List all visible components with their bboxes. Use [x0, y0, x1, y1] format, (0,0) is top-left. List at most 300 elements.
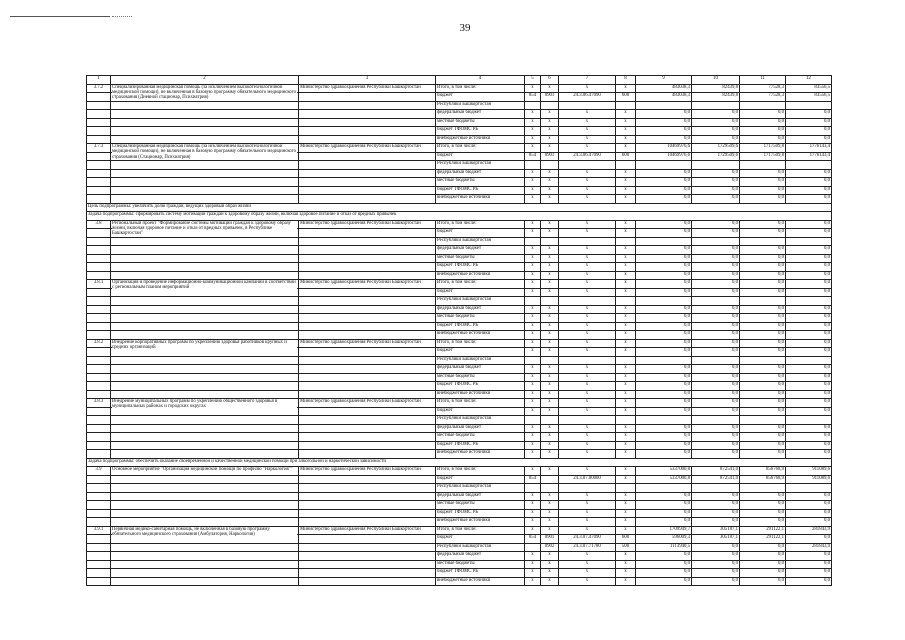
section-code-cell: x [541, 433, 559, 442]
funding-source-cell: местные бюджеты [436, 178, 525, 187]
gr-code-cell: 5 [525, 76, 541, 85]
executor-cell [299, 492, 436, 501]
executor-cell [299, 178, 436, 187]
total-value-cell [636, 161, 692, 170]
section-code-cell: 6 [541, 76, 559, 85]
expense-type-cell: x [616, 373, 636, 382]
target-code-cell: x [559, 382, 616, 391]
item-title-cell [111, 263, 299, 272]
target-code-cell: x [559, 186, 616, 195]
target-code-cell [559, 416, 616, 425]
expense-type-cell: x [616, 271, 636, 280]
section-code-cell: x [541, 526, 559, 535]
total-value-cell: 0,0 [636, 246, 692, 255]
executor-cell [299, 297, 436, 306]
executor-cell [299, 518, 436, 527]
section-heading: Задача подпрограммы: сформировать систему мотивации граждан к здоровому образу жизни, включая здоровое питание и отказ от вредных привычек [87, 212, 832, 221]
funding-source-cell: Итого, в том числе: [436, 399, 525, 408]
item-title-cell [111, 186, 299, 195]
gr-code-cell: x [525, 280, 541, 289]
table-row [87, 577, 832, 586]
year3-value-cell: 0,0 [786, 552, 832, 561]
item-number-cell [87, 348, 111, 357]
gr-code-cell: x [525, 322, 541, 331]
funding-source-cell: Республики Башкортостан [436, 416, 525, 425]
item-title-cell [111, 322, 299, 331]
year3-value-cell: 0,0 [786, 509, 832, 518]
funding-source-cell: бюджет ТФОМС РБ [436, 322, 525, 331]
item-number-cell [87, 169, 111, 178]
expense-type-cell: x [616, 314, 636, 323]
table-row [87, 467, 832, 476]
year3-value-cell: 911089,6 [786, 467, 832, 476]
year2-value-cell: 0,0 [740, 560, 786, 569]
target-code-cell: x [559, 322, 616, 331]
expense-type-cell: x [616, 560, 636, 569]
funding-source-cell: Республики Башкортостан [436, 237, 525, 246]
total-value-cell: 5337000,8 [636, 467, 692, 476]
gr-code-cell: x [525, 569, 541, 578]
item-title-cell [111, 356, 299, 365]
expense-type-cell [616, 356, 636, 365]
year3-value-cell: 0,0 [786, 348, 832, 357]
gr-code-cell: x [525, 373, 541, 382]
year1-value-cell: 10 [692, 76, 740, 85]
item-number-cell [87, 127, 111, 136]
year3-value-cell [786, 297, 832, 306]
total-value-cell: 0,0 [636, 424, 692, 433]
executor-cell [299, 237, 436, 246]
gr-code-cell: x [525, 399, 541, 408]
total-value-cell: 0,0 [636, 195, 692, 204]
target-code-cell: x [559, 305, 616, 314]
target-code-cell: x [559, 365, 616, 374]
year1-value-cell [692, 161, 740, 170]
header-row [87, 76, 832, 85]
total-value-cell: 9 [636, 76, 692, 85]
funding-source-cell: Итого, в том числе: [436, 220, 525, 229]
year2-value-cell: 0,0 [740, 365, 786, 374]
section-code-cell: x [541, 127, 559, 136]
target-code-cell: x [559, 560, 616, 569]
item-number-cell [87, 271, 111, 280]
gr-code-cell: 854 [525, 475, 541, 484]
item-number-cell [87, 433, 111, 442]
year2-value-cell: 856768,9 [740, 467, 786, 476]
total-value-cell: 0,0 [636, 280, 692, 289]
table-row [87, 263, 832, 272]
expense-type-cell: x [616, 305, 636, 314]
section-code-cell: x [541, 144, 559, 153]
total-value-cell: 1113940,5 [636, 543, 692, 552]
executor-cell [299, 101, 436, 110]
item-title-cell [111, 467, 299, 476]
section-code-cell [541, 161, 559, 170]
expense-type-cell: x [616, 365, 636, 374]
item-number-cell [87, 118, 111, 127]
item-number-cell [87, 246, 111, 255]
expense-type-cell [616, 484, 636, 493]
section-code-cell: x [541, 169, 559, 178]
year3-value-cell: 0,0 [786, 110, 832, 119]
target-code-cell [559, 237, 616, 246]
executor-cell [299, 144, 436, 153]
funding-source-cell: федеральный бюджет [436, 246, 525, 255]
item-number-cell: 3.7.3 [87, 144, 111, 153]
year2-value-cell [740, 356, 786, 365]
item-number-cell [87, 518, 111, 527]
total-value-cell: 0,0 [636, 288, 692, 297]
total-value-cell [636, 101, 692, 110]
funding-source-cell: Итого, в том числе: [436, 144, 525, 153]
funding-source-cell: бюджет ТФОМС РБ [436, 569, 525, 578]
item-number-cell [87, 577, 111, 586]
year3-value-cell: 0,0 [786, 288, 832, 297]
target-code-cell: x [559, 280, 616, 289]
year1-value-cell: 0,0 [692, 399, 740, 408]
gr-code-cell: x [525, 577, 541, 586]
section-code-cell: 0901 [541, 93, 559, 102]
item-title-cell [111, 169, 299, 178]
table-row [87, 509, 832, 518]
year2-value-cell: 0,0 [740, 424, 786, 433]
item-title-text: Внедрение корпоративных программ по укреплению здоровья работников крупных и средних организаций [112, 340, 297, 351]
item-title-cell [111, 314, 299, 323]
item-number-cell [87, 237, 111, 246]
item-title-cell [111, 416, 299, 425]
expense-type-cell: x [616, 246, 636, 255]
total-value-cell: 0,0 [636, 552, 692, 561]
table-row [87, 220, 832, 229]
year1-value-cell: 0,0 [692, 331, 740, 340]
gr-code-cell [525, 161, 541, 170]
funding-source-cell: Итого, в том числе: [436, 467, 525, 476]
year2-value-cell: 0,0 [740, 433, 786, 442]
table-row [87, 365, 832, 374]
gr-code-cell: x [525, 433, 541, 442]
total-value-cell: 0,0 [636, 135, 692, 144]
year1-value-cell: 0,0 [692, 135, 740, 144]
table-row [87, 433, 832, 442]
year3-value-cell: 0,0 [786, 271, 832, 280]
table-row [87, 186, 832, 195]
section-row [87, 203, 832, 212]
section-code-cell: x [541, 288, 559, 297]
year1-value-cell: 82439,8 [692, 84, 740, 93]
item-title-cell [111, 569, 299, 578]
gr-code-cell: x [525, 365, 541, 374]
item-title-text: Организация и проведение информационно-коммуникационной кампании в соответствии с региональным планом мероприятий [112, 280, 296, 291]
item-title-cell [111, 450, 299, 459]
item-number-cell [87, 161, 111, 170]
item-number-cell [87, 110, 111, 119]
year3-value-cell: 0,0 [786, 195, 832, 204]
executor-cell [299, 577, 436, 586]
section-code-cell: x [541, 373, 559, 382]
target-code-cell [559, 101, 616, 110]
item-title-cell [111, 339, 299, 348]
year3-value-cell: 0,0 [786, 305, 832, 314]
executor-cell [299, 76, 436, 85]
table-row [87, 127, 832, 136]
expense-type-cell: x [616, 526, 636, 535]
year3-value-cell: 0,0 [786, 492, 832, 501]
total-value-cell [636, 356, 692, 365]
gr-code-cell: 854 [525, 152, 541, 161]
funding-source-cell: бюджет [436, 93, 525, 102]
executor-cell [299, 407, 436, 416]
section-code-cell: x [541, 407, 559, 416]
year1-value-cell: 0,0 [692, 169, 740, 178]
executor-text: Министерство здравоохранения Республики Башкортостан [300, 399, 434, 404]
item-title-cell [111, 127, 299, 136]
year2-value-cell: 0,0 [740, 373, 786, 382]
executor-text: Министерство здравоохранения Республики Башкортостан [300, 280, 434, 285]
gr-code-cell: x [525, 271, 541, 280]
total-value-cell: 0,0 [636, 433, 692, 442]
section-code-cell: x [541, 467, 559, 476]
total-value-cell: 0,0 [636, 569, 692, 578]
year3-value-cell [786, 484, 832, 493]
year2-value-cell: 0,0 [740, 314, 786, 323]
section-code-cell: 0901 [541, 152, 559, 161]
expense-type-cell: x [616, 441, 636, 450]
funding-source-cell: местные бюджеты [436, 501, 525, 510]
executor-text: Министерство здравоохранения Республики Башкортостан [300, 467, 434, 472]
target-code-cell: x [559, 399, 616, 408]
target-code-cell: x [559, 552, 616, 561]
year1-value-cell: 872541,0 [692, 475, 740, 484]
year1-value-cell: 0,0 [692, 178, 740, 187]
year1-value-cell: 0,0 [692, 441, 740, 450]
gr-code-cell: x [525, 526, 541, 535]
table-body [87, 76, 832, 586]
expense-type-cell: x [616, 390, 636, 399]
funding-source-cell: федеральный бюджет [436, 552, 525, 561]
year3-value-cell: 0,0 [786, 407, 832, 416]
year1-value-cell: 305187,1 [692, 526, 740, 535]
expense-type-cell: x [616, 195, 636, 204]
year1-value-cell: 0,0 [692, 552, 740, 561]
total-value-cell: 0,0 [636, 263, 692, 272]
item-number-cell [87, 535, 111, 544]
year2-value-cell: 0,0 [740, 127, 786, 136]
total-value-cell: 0,0 [636, 492, 692, 501]
funding-source-cell: внебюджетные источники [436, 331, 525, 340]
funding-source-cell: федеральный бюджет [436, 492, 525, 501]
item-number-cell [87, 254, 111, 263]
gr-code-cell: x [525, 229, 541, 238]
year3-value-cell: 12 [786, 76, 832, 85]
year1-value-cell: 0,0 [692, 569, 740, 578]
item-number-cell [87, 322, 111, 331]
year1-value-cell: 0,0 [692, 254, 740, 263]
total-value-cell: 0,0 [636, 509, 692, 518]
section-code-cell [541, 356, 559, 365]
item-title-cell [111, 501, 299, 510]
funding-source-cell: бюджет ТФОМС РБ [436, 127, 525, 136]
year3-value-cell: 0,0 [786, 254, 832, 263]
year3-value-cell: 0,0 [786, 560, 832, 569]
funding-source-cell: 4 [436, 76, 525, 85]
expense-type-cell: x [616, 169, 636, 178]
funding-source-cell: местные бюджеты [436, 433, 525, 442]
target-code-cell: x [559, 441, 616, 450]
total-value-cell: 0,0 [636, 441, 692, 450]
year1-value-cell [692, 416, 740, 425]
gr-code-cell: x [525, 186, 541, 195]
expense-type-cell: x [616, 407, 636, 416]
section-code-cell: x [541, 399, 559, 408]
item-number-cell: 3.9 [87, 467, 111, 476]
table-row [87, 450, 832, 459]
year2-value-cell: 0,0 [740, 288, 786, 297]
year1-value-cell: 0,0 [692, 348, 740, 357]
item-title-cell [111, 390, 299, 399]
item-title-text: 2 [112, 76, 297, 81]
year2-value-cell: 856768,9 [740, 475, 786, 484]
expense-type-cell: x [616, 492, 636, 501]
funding-source-cell: Итого, в том числе: [436, 280, 525, 289]
year2-value-cell: 0,0 [740, 110, 786, 119]
table-row [87, 246, 832, 255]
year2-value-cell: 77528,3 [740, 84, 786, 93]
item-title-text: Первичная медико-санитарная помощь, не включенная в базовую программу обязательного медицинского страхования (Амбулатория, Наркология) [112, 527, 297, 538]
section-code-cell [541, 416, 559, 425]
table-row [87, 552, 832, 561]
year3-value-cell: 0,0 [786, 322, 832, 331]
gr-code-cell: x [525, 390, 541, 399]
target-code-cell: x [559, 348, 616, 357]
total-value-cell: 0,0 [636, 254, 692, 263]
target-code-cell: x [559, 577, 616, 586]
expense-type-cell: x [616, 424, 636, 433]
expense-type-cell: x [616, 399, 636, 408]
gr-code-cell: x [525, 441, 541, 450]
section-code-cell: x [541, 263, 559, 272]
total-value-cell: 5337000,8 [636, 475, 692, 484]
section-code-cell: x [541, 348, 559, 357]
year1-value-cell: 0,0 [692, 424, 740, 433]
funding-source-cell: бюджет [436, 407, 525, 416]
expense-type-cell: x [616, 229, 636, 238]
gr-code-cell: x [525, 110, 541, 119]
funding-source-cell: местные бюджеты [436, 373, 525, 382]
year3-value-cell: 0,0 [786, 118, 832, 127]
table-row [87, 305, 832, 314]
target-code-cell: x [559, 84, 616, 93]
section-code-cell: x [541, 254, 559, 263]
gr-code-cell [525, 543, 541, 552]
section-code-cell [541, 237, 559, 246]
gr-code-cell: x [525, 382, 541, 391]
year3-value-cell: 0,0 [786, 382, 832, 391]
funding-source-cell: Итого, в том числе: [436, 84, 525, 93]
gr-code-cell: x [525, 263, 541, 272]
funding-source-cell: Республики Башкортостан [436, 484, 525, 493]
item-number-cell [87, 484, 111, 493]
table-row [87, 416, 832, 425]
executor-text: 3 [300, 76, 434, 81]
year2-value-cell: 77528,3 [740, 93, 786, 102]
table-row [87, 373, 832, 382]
table-row [87, 501, 832, 510]
target-code-cell: x [559, 467, 616, 476]
item-number-cell [87, 195, 111, 204]
expense-type-cell: x [616, 501, 636, 510]
executor-cell [299, 280, 436, 289]
table-row [87, 178, 832, 187]
expense-type-cell: x [616, 186, 636, 195]
total-value-cell [636, 416, 692, 425]
expense-type-cell [616, 161, 636, 170]
expense-type-cell: x [616, 569, 636, 578]
target-code-cell: x [559, 246, 616, 255]
item-title-cell [111, 433, 299, 442]
funding-source-cell: внебюджетные источники [436, 135, 525, 144]
total-value-cell: 0,0 [636, 399, 692, 408]
target-code-cell: x [559, 229, 616, 238]
target-code-cell: x [559, 314, 616, 323]
executor-cell [299, 450, 436, 459]
target-code-cell: x [559, 195, 616, 204]
year1-value-cell: 0,0 [692, 382, 740, 391]
expense-type-cell: x [616, 450, 636, 459]
item-number-cell [87, 441, 111, 450]
item-title-cell [111, 135, 299, 144]
total-value-cell [636, 484, 692, 493]
item-number-cell: 3.8.1 [87, 280, 111, 289]
expense-type-cell: x [616, 110, 636, 119]
year1-value-cell [692, 101, 740, 110]
year2-value-cell: 0,0 [740, 569, 786, 578]
section-code-cell: x [541, 365, 559, 374]
executor-cell [299, 424, 436, 433]
item-title-cell [111, 271, 299, 280]
total-value-cell: 0,0 [636, 450, 692, 459]
item-title-cell [111, 399, 299, 408]
section-code-cell: x [541, 84, 559, 93]
target-code-cell: x [559, 569, 616, 578]
executor-text: Министерство здравоохранения Республики Башкортостан [300, 221, 434, 226]
target-code-cell: x [559, 271, 616, 280]
item-number-cell [87, 178, 111, 187]
item-title-cell [111, 441, 299, 450]
section-code-cell: x [541, 569, 559, 578]
expense-type-cell: x [616, 220, 636, 229]
item-title-cell [111, 237, 299, 246]
year3-value-cell: 0,0 [786, 390, 832, 399]
target-code-cell: x [559, 254, 616, 263]
item-number-cell [87, 390, 111, 399]
year2-value-cell: 0,0 [740, 331, 786, 340]
table-row [87, 399, 832, 408]
table-row [87, 339, 832, 348]
executor-cell [299, 305, 436, 314]
gr-code-cell: x [525, 407, 541, 416]
total-value-cell: 0,0 [636, 110, 692, 119]
funding-source-cell: бюджет [436, 229, 525, 238]
expense-type-cell: x [616, 331, 636, 340]
year2-value-cell: 1717509,8 [740, 144, 786, 153]
year2-value-cell: 291122,1 [740, 535, 786, 544]
expense-type-cell [616, 297, 636, 306]
year3-value-cell: 0,0 [786, 246, 832, 255]
item-number-cell [87, 373, 111, 382]
table-row [87, 161, 832, 170]
year2-value-cell: 0,0 [740, 246, 786, 255]
table-row [87, 518, 832, 527]
